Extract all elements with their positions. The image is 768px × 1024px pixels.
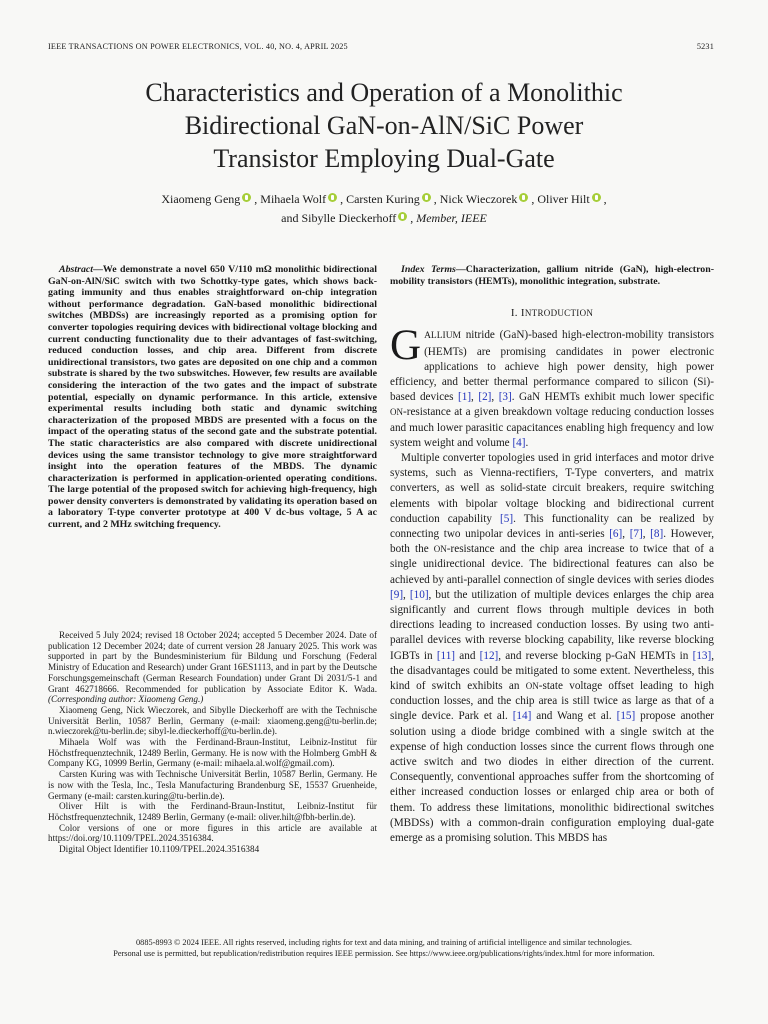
- paragraph-text: -resistance at a given breakdown voltage reducing conduction losses and much lower parasitic capacitances enabling high frequency and low system weight and volume: [390, 406, 714, 449]
- paragraph-text: , and reverse blocking p-GaN HEMTs in: [498, 649, 693, 662]
- citation-link[interactable]: [10]: [409, 588, 429, 601]
- author-line: [60, 209, 708, 228]
- author-name: , Carsten Kuring: [340, 192, 420, 206]
- section-title-initial: I: [520, 307, 525, 320]
- orcid-icon[interactable]: [328, 193, 337, 202]
- small-caps-on: ON: [390, 407, 403, 418]
- left-column: [48, 264, 377, 531]
- abstract-label: Abstract: [59, 264, 94, 275]
- orcid-icon[interactable]: [592, 193, 601, 202]
- index-terms-label: Index Terms: [401, 264, 456, 275]
- journal-header: IEEE TRANSACTIONS ON POWER ELECTRONICS, VOL. 40, NO. 4, APRIL 2025: [48, 42, 348, 51]
- doi-note: Digital Object Identifier 10.1109/TPEL.2024.3516384: [59, 844, 260, 855]
- intro-paragraph: [390, 451, 714, 846]
- drop-cap: G: [390, 322, 422, 370]
- abstract: [48, 264, 377, 531]
- paragraph-text: . However, both the: [390, 528, 715, 556]
- paragraph-text: Multiple converter topologies used in grid interfaces and motor drive systems, such as Vienna-rectifiers, T-Type converters, and matrix converters, as well as solid-state circuit breakers, require switching elements with bipolar voltage blocking and bidirectional current conduction capability: [390, 452, 714, 525]
- citation-link[interactable]: [6]: [609, 528, 623, 541]
- paragraph-text: . GaN HEMTs exhibit much lower specific: [511, 391, 715, 404]
- copyright-footer: [40, 937, 728, 959]
- author-name: , Oliver Hilt: [531, 192, 590, 206]
- title-line: Characteristics and Operation of a Monolithic: [145, 78, 623, 107]
- color-note: Color versions of one or more figures in this article are available at https://doi.org/10.1109/TPEL.2024.3516384.: [48, 822, 377, 844]
- title-line: Transistor Employing Dual-Gate: [213, 144, 555, 173]
- orcid-icon[interactable]: [398, 212, 407, 221]
- first-page-notes: [48, 630, 377, 855]
- page-number: 5231: [696, 42, 714, 51]
- citation-link[interactable]: [8]: [650, 528, 664, 541]
- affiliation-note: Carsten Kuring was with Technische Universität Berlin, 10587 Berlin, Germany. He is now with the Tesla, Inc., Tesla Manufacturing Brandenburg SE, 15537 Gruenheide, Germany (e-mail: carsten.kuring@tu-berlin.de).: [48, 769, 377, 801]
- section-number: I.: [510, 307, 518, 320]
- citation-link[interactable]: [7]: [629, 528, 643, 541]
- paragraph-text: , but the utilization of multiple devices enlarges the chip area significantly and current flows through multiple devices in both directions leading to increased conduction losses. By using two anti-parallel devices with reverse blocking capability, like reverse blocking IGBTs in: [390, 588, 714, 662]
- paragraph-text: ,: [491, 391, 499, 404]
- paragraph-text: ,: [622, 528, 630, 541]
- author-separator: ,: [410, 211, 417, 225]
- paragraph-text: nitride (GaN)-based high-electron-mobility transistors (HEMTs) are promising candidates in power electronic applications to achieve high power density, high power efficiency, and better thermal performance compared to silicon (Si)-based devices: [390, 329, 714, 404]
- author-list: [60, 190, 708, 228]
- author-name: and Sibylle Dieckerhoff: [281, 211, 397, 225]
- citation-link[interactable]: [12]: [479, 649, 499, 662]
- paragraph-text: . This functionality can be realized by connecting two unipolar devices in anti-series: [390, 512, 714, 541]
- section-heading: [390, 306, 714, 321]
- permission-line: Personal use is permitted, but republication/redistribution requires IEEE permission. See https://www.ieee.org/publications/rights/index.html for more information.: [113, 949, 655, 958]
- orcid-icon[interactable]: [519, 193, 528, 202]
- small-caps-on: ON: [525, 681, 539, 692]
- author-name: , Nick Wieczorek: [433, 192, 518, 206]
- citation-link[interactable]: [4]: [512, 436, 526, 449]
- citation-link[interactable]: [3]: [498, 391, 512, 404]
- author-name: Xiaomeng Geng: [161, 192, 241, 206]
- paragraph-text: , the disadvantages could be mitigated to some extent. Nevertheless, this kind of switch exhibits an: [390, 649, 715, 693]
- affiliation-note: Xiaomeng Geng, Nick Wieczorek, and Sibylle Dieckerhoff are with the Technische Universität Berlin, 10587 Berlin, Germany (e-mail: xiaomeng.geng@tu-berlin.de; n.wieczorek@tu-berlin.de; sibyl-le.dieckerhoff@tu-berlin.de).: [48, 704, 377, 737]
- paragraph-text: -resistance and the chip area increase to twice that of a single unidirectional device. The bidirectional features can also be achieved by anti-parallel connection of single devices with series diodes: [390, 543, 715, 586]
- citation-link[interactable]: [15]: [616, 710, 636, 723]
- small-caps-on: ON: [433, 544, 447, 555]
- paragraph-text: and Wang et al.: [531, 710, 617, 723]
- affiliation-note: Oliver Hilt is with the Ferdinand-Braun-Institut, Leibniz-Institut für Höchstfrequenztechnik, 12489 Berlin, Germany (e-mail: oliver.hilt@fbh-berlin.de).: [48, 801, 377, 822]
- paragraph-text: ,: [642, 528, 651, 541]
- paragraph-text: ,: [403, 588, 410, 601]
- citation-link[interactable]: [5]: [500, 512, 514, 525]
- citation-link[interactable]: [11]: [436, 649, 456, 662]
- affiliation-note: Mihaela Wolf was with the Ferdinand-Braun-Institut, Leibniz-Institut für Höchstfrequenztechnik, 12489 Berlin, Germany. He is now with the Holmberg GmbH & Company KG, 10999 Berlin, Germany (e-mail: mihaela.al.wolf@gmail.com).: [48, 737, 377, 769]
- citation-link[interactable]: [2]: [478, 391, 492, 404]
- author-name: , Mihaela Wolf: [254, 192, 327, 206]
- corresponding-author: (Corresponding author: Xiaomeng Geng.): [48, 694, 204, 705]
- paragraph-text: ,: [471, 391, 479, 404]
- intro-paragraph: [390, 322, 715, 451]
- paragraph-text: and: [455, 649, 480, 662]
- citation-link[interactable]: [13]: [692, 649, 712, 662]
- received-text: Received 5 July 2024; revised 18 October 2024; accepted 5 December 2024. Date of publication 12 December 2024; date of current version 28 January 2025. This work was supported in part by the Bundesministerium für Bildung und Forschung (Federal Ministry of Education and Research) under Grant 16ES1113, and in part by the Deutsche Forschungsgemeinschaft (German Research Foundation) under Grant Di 2031/5-1 and Grant 462718666. Recommended for publication by Associate Editor K. Wada.: [48, 630, 377, 694]
- paragraph-text: -state voltage offset leading to high conduction losses, and the chip area is still twice as large as that of a single device. Park et al.: [390, 680, 715, 723]
- paragraph-text: .: [525, 436, 529, 449]
- orcid-icon[interactable]: [422, 193, 431, 202]
- citation-link[interactable]: [1]: [458, 391, 472, 404]
- index-terms-text: —Characterization, gallium nitride (GaN), high-electron-mobility transistors (HEMTs), monolithic integration, substrate.: [390, 264, 715, 287]
- small-caps-lead: ALLIUM: [424, 331, 462, 342]
- received-note: [48, 630, 377, 705]
- right-column: [390, 264, 714, 846]
- author-membership: Member, IEEE: [416, 211, 487, 225]
- paper-title: [60, 76, 708, 175]
- author-separator: ,: [603, 192, 607, 206]
- citation-link[interactable]: [9]: [390, 588, 404, 601]
- abstract-text: —We demonstrate a novel 650 V/110 mΩ monolithic bidirectional GaN-on-AlN/SiC switch with two Schottky-type gates, which shows back-gating immunity and thus enables straightforward on-chip integration without performance degradation. GaN-based monolithic bidirectional switches (MBDSs) are increasingly reported as a promising option for converter topologies requiring devices with bidirectional voltage blocking and current conducting functionality due to their advantages of fast-switching, reduced conduction losses, and chip area. Different from discrete unidirectional transistors, two gates are deposited on one chip and a common substrate is shared by the two subswitches. However, few results are available considering the interaction of the two gates and the impact of substrate potential, especially on dynamic performance. In this article, extensive experimental results including both static and dynamic switching characterization of the proposed MBDS are presented with a focus on the impact of the operating status of the second gate and the substrate potential. The static characteristics are also compared with discrete unidirectional devices using the same transistor technology to give more straightforward insight into the operation features of the MBDS. The dynamic characterization is performed in application-oriented operating conditions. The large potential of the proposed switch for achieving high-frequency, high power density converters is demonstrated by validating its operation based on a laboratory T-type converter prototype at 400 V dc-bus voltage, 5 A ac current, and 2 MHz switching frequency.: [48, 264, 377, 531]
- title-line: Bidirectional GaN-on-AlN/SiC Power: [184, 111, 584, 140]
- copyright-line: 0885-8993 © 2024 IEEE. All rights reserved, including rights for text and data mining, and training of artificial intelligence and similar technologies.: [136, 938, 632, 947]
- section-title: NTRODUCTION: [524, 308, 594, 319]
- author-line: [60, 190, 708, 209]
- citation-link[interactable]: [14]: [512, 710, 532, 723]
- index-terms: [390, 264, 714, 287]
- paragraph-text: propose another solution using a diode bridge combined with a single switch at the expense of high conduction losses since the current flows through one active switch and two diodes in either direction of the current. Consequently, conventional approaches suffer from the shortcoming of either increased conduction losses or enlarged chip area or both of them. To address these limitations, monolithic bidirectional switches (MBDSs) with a common-drain configuration employing dual-gate emerge as a promising solution. This MBDS has: [390, 710, 715, 845]
- orcid-icon[interactable]: [242, 193, 251, 202]
